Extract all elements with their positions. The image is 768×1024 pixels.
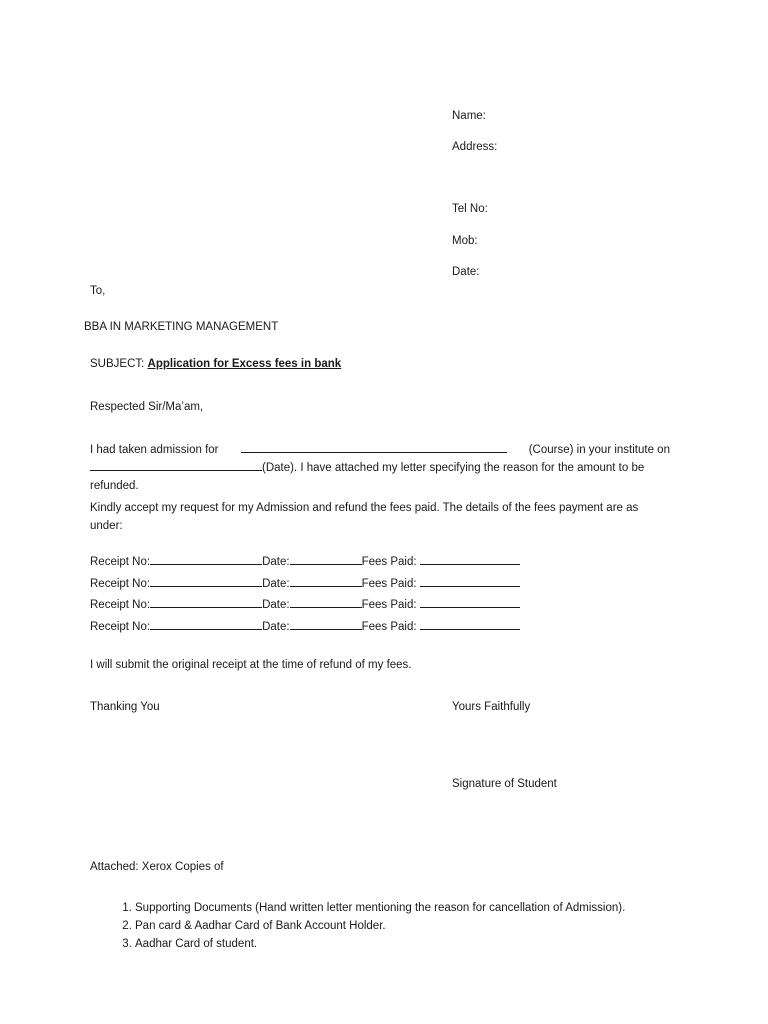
address-label: Address: [452, 141, 498, 153]
receipt-row [90, 618, 520, 633]
fees-label: Fees Paid: [361, 556, 417, 568]
p1-end: refunded. [90, 480, 139, 492]
attachment-list [90, 899, 625, 953]
receipt-blank[interactable] [150, 553, 262, 565]
fees-label: Fees Paid: [361, 578, 417, 590]
p1-course: (Course) in your institute on [528, 444, 670, 456]
fees-blank[interactable] [420, 575, 520, 587]
p1-start: I had taken admission for [90, 444, 219, 456]
thanks: Thanking You [90, 701, 160, 713]
paragraph-admission [90, 441, 670, 495]
date-blank[interactable] [90, 459, 262, 471]
subject-line [90, 358, 341, 370]
receipt-label: Receipt No: [90, 599, 151, 611]
fees-blank[interactable] [420, 618, 520, 630]
recipient-org: BBA IN MARKETING MANAGEMENT [84, 321, 279, 333]
name-label: Name: [452, 110, 486, 122]
receipt-date-blank[interactable] [290, 553, 362, 565]
attached-heading: Attached: Xerox Copies of [90, 861, 224, 873]
course-blank[interactable] [241, 441, 507, 453]
attachment-item: 1. Supporting Documents (Hand written letter mentioning the reason for cancellation of Admission). [135, 899, 625, 917]
salutation: Respected Sir/Ma’am, [90, 401, 204, 413]
tel-label: Tel No: [452, 203, 488, 215]
receipt-label: Receipt No: [90, 556, 151, 568]
signature-label: Signature of Student [452, 778, 557, 790]
receipt-date-label: Date: [262, 599, 290, 611]
fees-blank[interactable] [420, 596, 520, 608]
attachment-item: 3. Aadhar Card of student. [135, 935, 625, 953]
receipt-label: Receipt No: [90, 621, 151, 633]
p1-date: (Date). I have attached my letter specifying the reason for the amount to be [262, 462, 645, 474]
subject-text: Application for Excess fees in bank [147, 358, 342, 370]
receipt-date-blank[interactable] [290, 596, 362, 608]
receipt-date-blank[interactable] [290, 618, 362, 630]
attachment-item: 2. Pan card & Aadhar Card of Bank Account Holder. [135, 917, 625, 935]
receipt-date-label: Date: [262, 556, 290, 568]
yours-faithfully: Yours Faithfully [452, 701, 531, 713]
receipt-blank[interactable] [150, 596, 262, 608]
fees-label: Fees Paid: [361, 599, 417, 611]
to-label: To, [90, 285, 106, 297]
receipt-date-blank[interactable] [290, 575, 362, 587]
receipt-row [90, 596, 520, 611]
receipt-date-label: Date: [262, 578, 290, 590]
receipt-row [90, 553, 520, 568]
receipt-label: Receipt No: [90, 578, 151, 590]
receipt-blank[interactable] [150, 575, 262, 587]
paragraph-request: Kindly accept my request for my Admission and refund the fees paid. The details of the fees payment are as under: [90, 502, 639, 532]
closing-note: I will submit the original receipt at the time of refund of my fees. [90, 659, 412, 671]
subject-prefix: SUBJECT: [90, 358, 148, 370]
mob-label: Mob: [452, 235, 478, 247]
date-label: Date: [452, 266, 480, 278]
fees-label: Fees Paid: [361, 621, 417, 633]
receipt-row [90, 575, 520, 590]
receipt-blank[interactable] [150, 618, 262, 630]
receipt-date-label: Date: [262, 621, 290, 633]
fees-blank[interactable] [420, 553, 520, 565]
